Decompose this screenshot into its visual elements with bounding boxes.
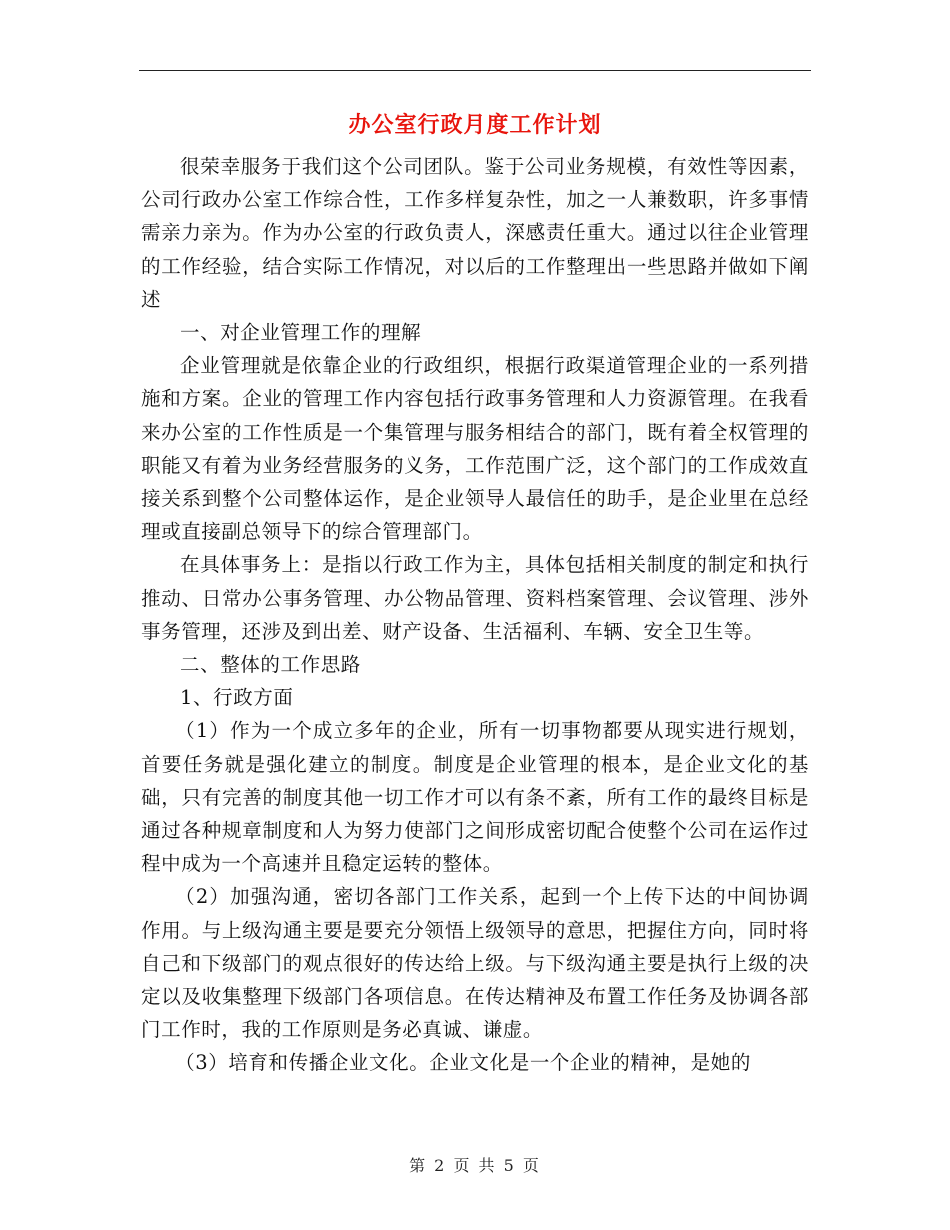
list-item-2: （2）加强沟通，密切各部门工作关系，起到一个上传下达的中间协调作用。与上级沟通主要是要充分领悟上级领导的意思，把握住方向，同时将自己和下级部门的观点很好的传达给上级。与下级沟通主要是执行上级的决定以及收集整理下级部门各项信息。在传达精神及布置工作任务及协调各部门工作时，我的工作原则是务必真诚、谦虚。: [141, 885, 809, 1042]
list-item-1: （1）作为一个成立多年的企业，所有一切事物都要从现实进行规划，首要任务就是强化建立的制度。制度是企业管理的根本，是企业文化的基础，只有完善的制度其他一切工作才可以有条不紊，所有工作的最终目标是通过各种规章制度和人为努力使部门之间形成密切配合使整个公司在运作过程中成为一个高速并且稳定运转的整体。: [141, 719, 809, 876]
page-number: 第 2 页 共 5 页: [409, 1156, 541, 1175]
section-heading-1: 一、对企业管理工作的理解: [180, 321, 422, 345]
subsection-heading: 1、行政方面: [180, 686, 294, 710]
section-heading-2: 二、整体的工作思路: [180, 653, 361, 677]
document-title: 办公室行政月度工作计划: [348, 112, 602, 138]
document-body: [141, 150, 809, 1080]
body-paragraph: 在具体事务上：是指以行政工作为主，具体包括相关制度的制定和执行推动、日常办公事务管理、办公物品管理、资料档案管理、会议管理、涉外事务管理，还涉及到出差、财产设备、生活福利、车辆、安全卫生等。: [141, 553, 809, 643]
body-paragraph: 企业管理就是依靠企业的行政组织，根据行政渠道管理企业的一系列措施和方案。企业的管理工作内容包括行政事务管理和人力资源管理。在我看来办公室的工作性质是一个集管理与服务相结合的部门，既有着全权管理的职能又有着为业务经营服务的义务，工作范围广泛，这个部门的工作成效直接关系到整个公司整体运作，是企业领导人最信任的助手，是企业里在总经理或直接副总领导下的综合管理部门。: [141, 354, 809, 544]
header-rule: [139, 70, 811, 71]
intro-paragraph: 很荣幸服务于我们这个公司团队。鉴于公司业务规模，有效性等因素，公司行政办公室工作综合性，工作多样复杂性，加之一人兼数职，许多事情需亲力亲为。作为办公室的行政负责人，深感责任重大。通过以往企业管理的工作经验，结合实际工作情况，对以后的工作整理出一些思路并做如下阐述: [141, 155, 809, 311]
list-item-3: （3）培育和传播企业文化。企业文化是一个企业的精神，是她的: [175, 1051, 751, 1075]
